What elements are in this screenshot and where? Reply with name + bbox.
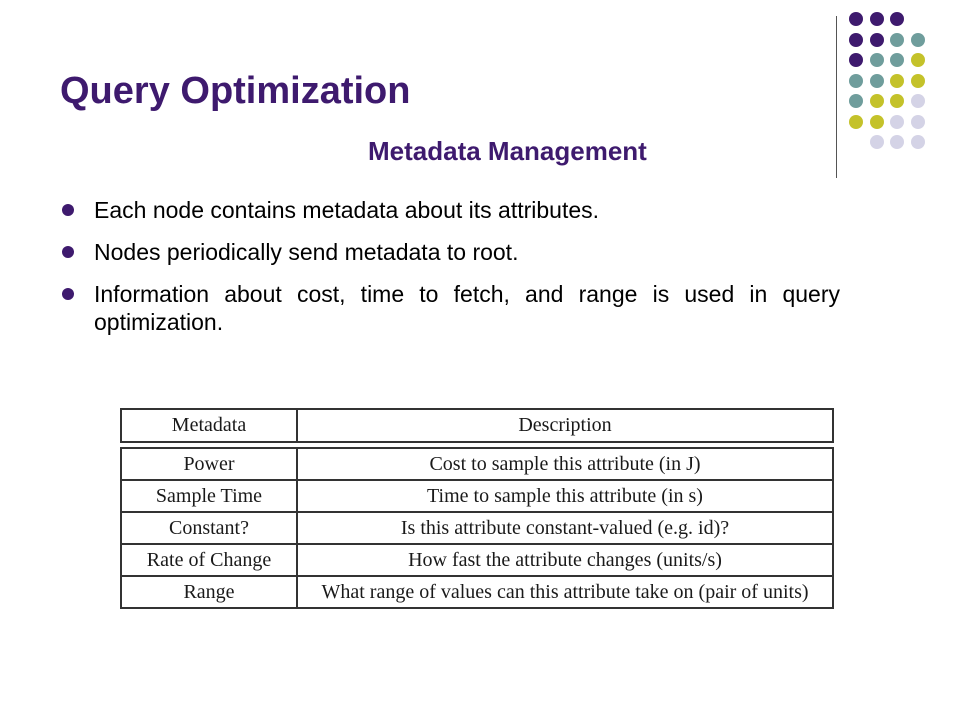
bullet-item <box>60 238 840 266</box>
metadata-cell: Constant? <box>121 512 297 544</box>
slide-subtitle: Metadata Management <box>368 136 647 166</box>
description-cell: Is this attribute constant-valued (e.g. id)? <box>297 512 833 544</box>
description-cell: Time to sample this attribute (in s) <box>297 480 833 512</box>
decorative-dot <box>911 94 925 108</box>
decorative-dot <box>890 94 904 108</box>
decorative-dot <box>911 74 925 88</box>
decorative-dot <box>911 115 925 129</box>
table-row <box>121 576 833 608</box>
table-row <box>121 480 833 512</box>
decorative-dot <box>911 135 925 149</box>
bullet-item <box>60 196 840 224</box>
decorative-dot-grid <box>849 12 957 156</box>
divider-line <box>836 16 837 178</box>
metadata-cell: Power <box>121 448 297 480</box>
bullet-dot-icon <box>62 288 74 300</box>
decorative-dot <box>870 74 884 88</box>
decorative-dot <box>849 53 863 67</box>
bullet-text: Information about cost, time to fetch, and range is used in query optimization. <box>94 281 840 335</box>
table-header-row <box>121 409 833 442</box>
description-cell: Cost to sample this attribute (in J) <box>297 448 833 480</box>
decorative-dot <box>870 53 884 67</box>
description-cell: How fast the attribute changes (units/s) <box>297 544 833 576</box>
decorative-dot <box>890 53 904 67</box>
table-row <box>121 544 833 576</box>
metadata-table <box>120 408 834 609</box>
decorative-dot <box>849 74 863 88</box>
column-header-metadata: Metadata <box>121 409 297 442</box>
decorative-dot <box>911 53 925 67</box>
bullet-text: Each node contains metadata about its attributes. <box>94 197 600 223</box>
decorative-dot <box>870 115 884 129</box>
decorative-dot <box>870 135 884 149</box>
decorative-dot <box>870 12 884 26</box>
bullet-text: Nodes periodically send metadata to root. <box>94 239 519 265</box>
decorative-dot <box>849 33 863 47</box>
column-header-description: Description <box>297 409 833 442</box>
decorative-dot <box>890 74 904 88</box>
bullet-dot-icon <box>62 246 74 258</box>
decorative-dot <box>911 33 925 47</box>
metadata-cell: Range <box>121 576 297 608</box>
metadata-cell: Rate of Change <box>121 544 297 576</box>
bullet-item <box>60 280 840 336</box>
decorative-dot <box>890 33 904 47</box>
decorative-dot <box>849 12 863 26</box>
decorative-dot <box>870 33 884 47</box>
table-row <box>121 512 833 544</box>
decorative-dot <box>849 94 863 108</box>
bullet-list <box>60 196 840 350</box>
description-cell: What range of values can this attribute take on (pair of units) <box>297 576 833 608</box>
decorative-dot <box>870 94 884 108</box>
table-row <box>121 448 833 480</box>
metadata-table-figure <box>120 408 834 609</box>
decorative-dot <box>849 115 863 129</box>
decorative-dot <box>890 135 904 149</box>
bullet-dot-icon <box>62 204 74 216</box>
decorative-dot <box>890 12 904 26</box>
decorative-dot <box>890 115 904 129</box>
metadata-cell: Sample Time <box>121 480 297 512</box>
slide-title: Query Optimization <box>60 70 411 112</box>
